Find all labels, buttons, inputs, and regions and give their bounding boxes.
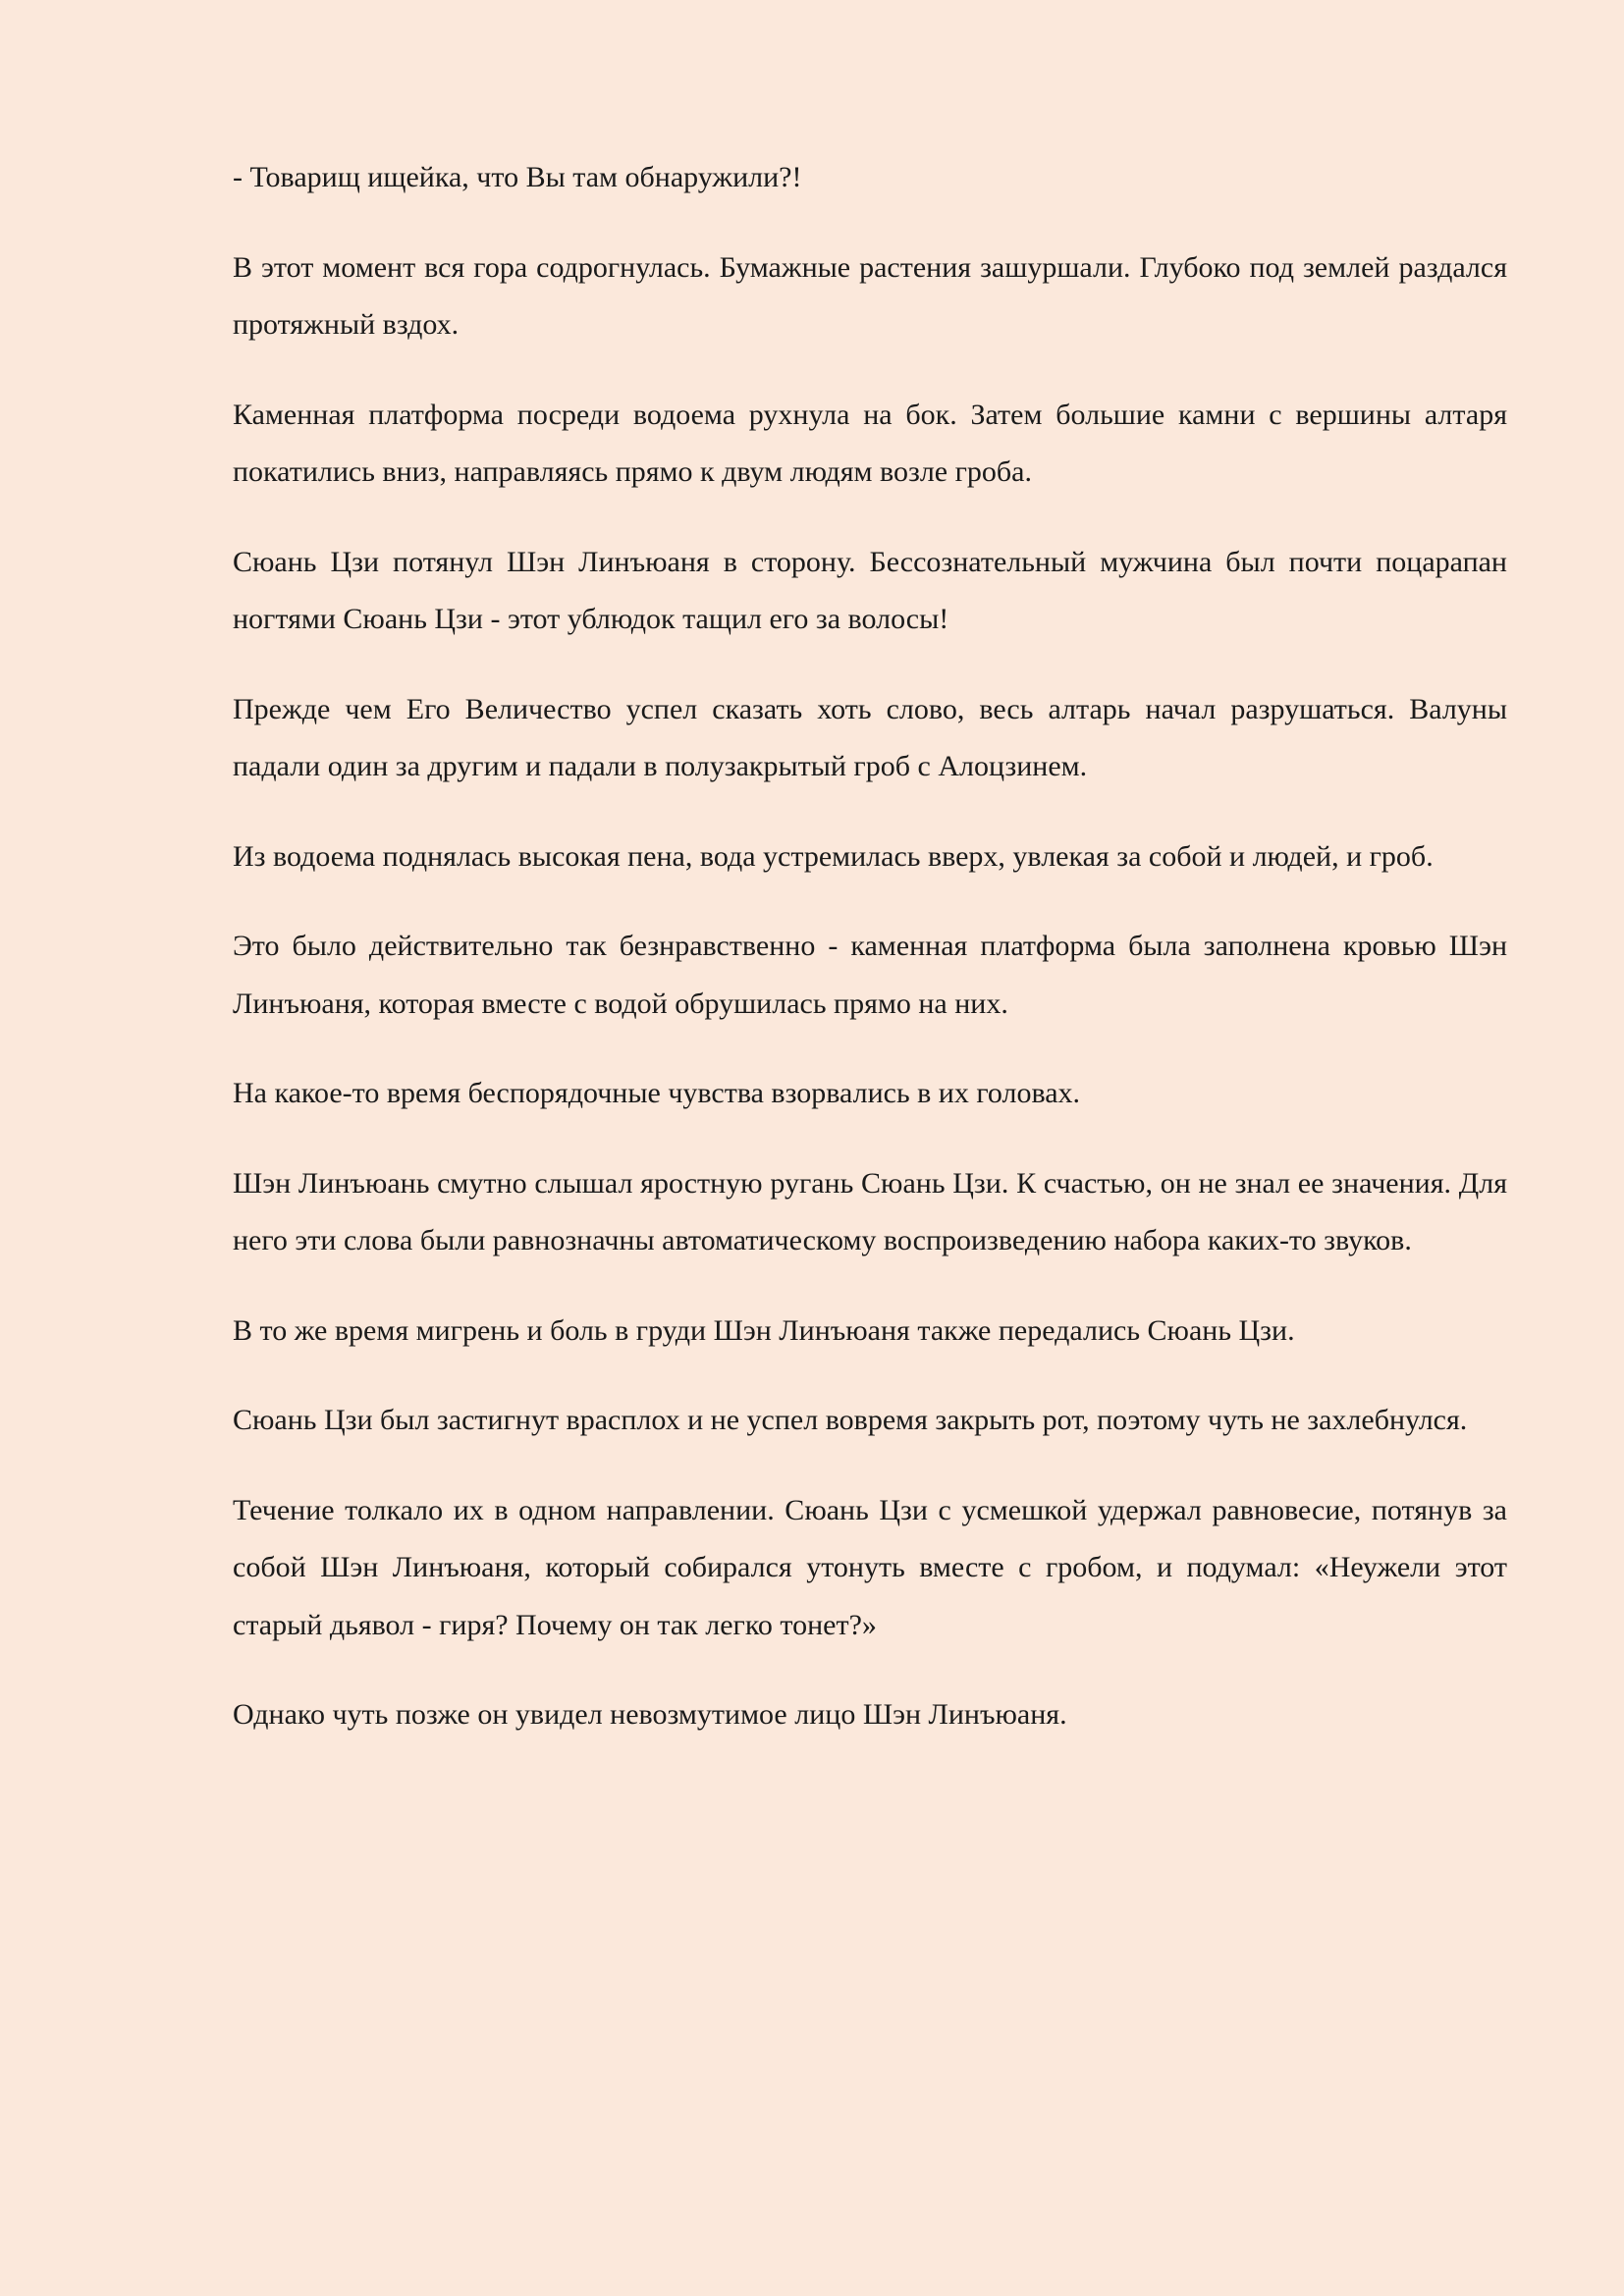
paragraph-pulled-aside: Сюань Цзи потянул Шэн Линъюаня в сторону. Бессознательный мужчина был почти поцарапан ногтями Сюань Цзи - этот ублюдок тащил его за волосы! — [233, 545, 1507, 635]
document-page — [233, 149, 1507, 1777]
paragraph-foam-rose: Из водоема поднялась высокая пена, вода устремилась вверх, увлекая за собой и людей, и гроб. — [233, 839, 1434, 873]
paragraph-migraine: В то же время мигрень и боль в груди Шэн Линъюаня также передались Сюань Цзи. — [233, 1313, 1295, 1347]
paragraph-current-pushed: Течение толкало их в одном направлении. Сюань Цзи с усмешкой удержал равновесие, потянув за собой Шэн Линъюаня, который собирался утонуть вместе с гробом, и подумал: «Неужели этот старый дьявол - гиря? Почему он так легко тонет?» — [233, 1493, 1507, 1641]
paragraph-altar-crumbling: Прежде чем Его Величество успел сказать хоть слово, весь алтарь начал разрушаться. Валуны падали один за другим и падали в полузакрытый гроб с Алоцзинем. — [233, 692, 1507, 782]
paragraph-choked: Сюань Цзи был застигнут врасплох и не успел вовремя закрыть рот, поэтому чуть не захлебнулся. — [233, 1404, 1468, 1436]
paragraph-cursing: Шэн Линъюань смутно слышал яростную ругань Сюань Цзи. К счастью, он не знал ее значения. Для него эти слова были равнозначны автоматическому воспроизведению набора каких-то звуков. — [233, 1166, 1507, 1256]
paragraph-blood-water: Это было действительно так безнравственно - каменная платформа была заполнена кровью Шэн Линъюаня, которая вместе с водой обрушилась прямо на них. — [233, 930, 1507, 1020]
paragraph-platform-collapsed: Каменная платформа посреди водоема рухнула на бок. Затем большие камни с вершины алтаря покатились вниз, направляясь прямо к двум людям возле гроба. — [233, 398, 1507, 488]
paragraph-mountain-shook: В этот момент вся гора содрогнулась. Бумажные растения зашуршали. Глубоко под землей раздался протяжный вздох. — [233, 250, 1507, 341]
paragraph-dialogue-question: - Товарищ ищейка, что Вы там обнаружили?! — [233, 161, 802, 193]
paragraph-calm-face: Однако чуть позже он увидел невозмутимое лицо Шэн Линъюаня. — [233, 1698, 1067, 1731]
paragraph-chaotic-feelings: На какое-то время беспорядочные чувства взорвались в их головах. — [233, 1077, 1081, 1109]
